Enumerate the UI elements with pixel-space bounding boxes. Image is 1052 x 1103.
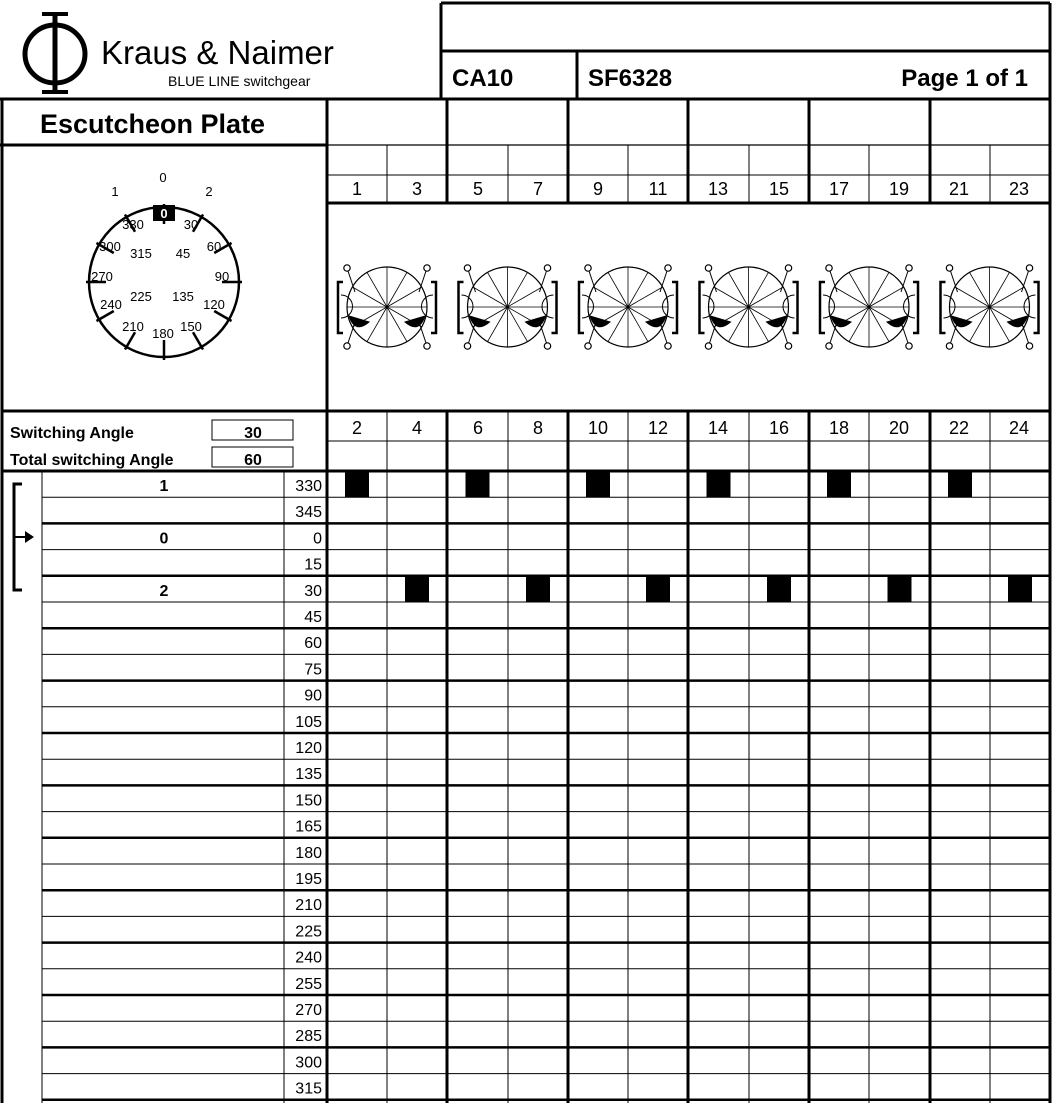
dial-angle: 300	[99, 239, 121, 254]
contact-closed-mark	[1008, 577, 1032, 602]
contact-symbol	[941, 265, 1039, 349]
contact-closed-mark	[646, 577, 670, 602]
escutcheon-title: Escutcheon Plate	[40, 109, 266, 139]
terminal-number: 19	[888, 179, 910, 199]
angle-cell: 120	[295, 740, 322, 757]
contact-wheel-spoke	[729, 307, 749, 342]
terminal-pin	[1026, 265, 1032, 271]
contact-closed-mark	[466, 472, 490, 497]
contact-wheel-spoke	[869, 287, 904, 307]
contact-bracket	[1034, 282, 1039, 333]
terminal-number: 4	[411, 418, 423, 438]
contact-symbol	[338, 265, 436, 349]
contact-bracket	[913, 282, 918, 333]
contact-wheel-spoke	[729, 272, 749, 307]
terminal-pin	[344, 265, 350, 271]
angle-cell: 105	[295, 713, 322, 731]
dial-angle: 90	[214, 269, 230, 284]
terminal-number: 3	[411, 179, 423, 199]
terminal-pin	[785, 343, 791, 349]
contact-wheel-spoke	[488, 307, 508, 342]
angle-cell: 90	[304, 687, 322, 705]
sheet-frame	[0, 3, 1050, 1103]
contact-wheel-spoke	[508, 272, 528, 307]
terminal-number: 14	[707, 418, 729, 438]
dial-angle: 135	[172, 289, 194, 304]
contact-wheel-spoke	[628, 287, 663, 307]
dial-position-1: 1	[111, 184, 119, 199]
dial-angle: 60	[206, 239, 222, 254]
terminal-number: 1	[351, 179, 363, 199]
contact-wheel-spoke	[749, 307, 769, 342]
terminal-number: 15	[768, 179, 790, 199]
dial-angle: 315	[130, 246, 152, 261]
contact-bracket	[672, 282, 677, 333]
contact-wheel-spoke	[990, 272, 1010, 307]
angle-cell: 315	[295, 1080, 322, 1098]
terminal-number: 2	[351, 418, 363, 438]
dial-angle: 180	[152, 326, 174, 341]
contact-wheel-spoke	[608, 272, 628, 307]
start-position-arrow-icon	[14, 531, 34, 543]
position-cell: 0	[159, 530, 169, 548]
terminal-pin	[705, 343, 711, 349]
terminal-pin	[705, 265, 711, 271]
terminal-pin	[1026, 343, 1032, 349]
page-indicator: Page 1 of 1	[901, 65, 1028, 92]
contact-closed-mark	[707, 472, 731, 497]
angle-cell: 300	[295, 1054, 322, 1072]
switching-angle-value: 30	[244, 425, 262, 442]
angle-cell: 0	[313, 530, 322, 548]
contact-closed-mark	[405, 577, 429, 602]
contact-wheel-spoke	[834, 287, 869, 307]
dial-tick	[125, 332, 135, 349]
dial-angle: 270	[91, 269, 113, 284]
contact-closed-mark	[948, 472, 972, 497]
terminal-number: 23	[1008, 179, 1030, 199]
contact-bracket	[431, 282, 436, 333]
dial-angle: 240	[100, 297, 122, 312]
contact-wheel-spoke	[352, 287, 387, 307]
contact-wheel-spoke	[367, 307, 387, 342]
terminal-numbers-bottom	[352, 418, 1029, 438]
angle-cell: 60	[304, 635, 322, 653]
contact-wheel-spoke	[970, 272, 990, 307]
dial-tick	[214, 311, 231, 321]
terminal-pin	[344, 343, 350, 349]
angle-cell: 270	[295, 1002, 322, 1019]
brand-logo	[25, 14, 334, 92]
contact-bracket	[793, 282, 798, 333]
position-cell: 1	[159, 478, 169, 495]
contact-closed-mark	[586, 472, 610, 497]
terminal-pin	[906, 265, 912, 271]
terminal-pin	[665, 265, 671, 271]
brand-tagline: BLUE LINE switchgear	[168, 73, 311, 89]
contact-wheel-spoke	[869, 272, 889, 307]
dial-position-2: 2	[205, 184, 213, 199]
dial-angle: 330	[122, 217, 144, 232]
contact-bracket	[941, 282, 946, 333]
terminal-pin	[424, 265, 430, 271]
angle-cell: 135	[295, 766, 322, 784]
terminal-number: 10	[587, 418, 609, 438]
contact-closed-mark	[526, 577, 550, 602]
contact-bracket	[459, 282, 464, 333]
contact-wheel-spoke	[593, 287, 628, 307]
position-cell: 2	[159, 582, 169, 600]
contact-wheel-spoke	[387, 272, 407, 307]
contact-symbol	[459, 265, 557, 349]
terminal-number: 11	[648, 179, 668, 199]
terminal-number: 8	[532, 418, 544, 438]
dial-angle: 210	[122, 319, 144, 334]
terminal-number: 12	[647, 418, 669, 438]
contact-bracket	[552, 282, 557, 333]
contact-bracket	[700, 282, 705, 333]
terminal-number: 24	[1008, 418, 1030, 438]
terminal-number: 20	[888, 418, 910, 438]
contact-bracket	[579, 282, 584, 333]
terminal-pin	[826, 265, 832, 271]
contact-symbols	[338, 265, 1039, 349]
angle-cell: 180	[295, 844, 322, 862]
terminal-pin	[906, 343, 912, 349]
terminal-pin	[585, 343, 591, 349]
terminal-pin	[826, 343, 832, 349]
dial-angle: 150	[180, 319, 202, 334]
contact-wheel-spoke	[955, 287, 990, 307]
contact-symbol	[820, 265, 918, 349]
contact-wheel-spoke	[508, 307, 528, 342]
contact-wheel-spoke	[473, 287, 508, 307]
escutcheon-dial	[86, 170, 242, 360]
terminal-number: 13	[707, 179, 729, 199]
angle-cell: 225	[295, 923, 322, 941]
contact-closed-mark	[827, 472, 851, 497]
dial-tick	[96, 311, 113, 321]
terminal-number: 22	[948, 418, 970, 438]
angle-cell: 45	[304, 609, 322, 626]
angle-cell: 75	[304, 661, 322, 679]
terminal-pin	[424, 343, 430, 349]
contact-wheel-spoke	[970, 307, 990, 342]
terminal-number: 16	[768, 418, 790, 438]
contact-closed-mark	[767, 577, 791, 602]
contact-wheel-spoke	[849, 307, 869, 342]
dial-position-0: 0	[159, 170, 167, 185]
dial-tick	[193, 332, 203, 349]
dial-angle: 30	[183, 217, 199, 232]
program-number: SF6328	[588, 65, 673, 92]
contact-wheel-spoke	[869, 307, 889, 342]
terminal-numbers-top	[352, 179, 1029, 199]
terminal-pin	[544, 343, 550, 349]
terminal-pin	[464, 343, 470, 349]
angle-cell: 285	[295, 1028, 322, 1046]
dial-angle: 120	[203, 297, 225, 312]
dial-position-0-active: 0	[160, 206, 168, 221]
contact-wheel-spoke	[608, 307, 628, 342]
dial-angle: 45	[175, 246, 191, 261]
contact-bracket	[820, 282, 825, 333]
total-switching-angle-value: 60	[244, 452, 262, 469]
contact-wheel-spoke	[508, 287, 543, 307]
terminal-number: 21	[948, 179, 970, 199]
contact-symbol	[579, 265, 677, 349]
terminal-number: 5	[472, 179, 484, 199]
terminal-pin	[544, 265, 550, 271]
angle-cell: 255	[295, 975, 322, 993]
terminal-number: 17	[828, 179, 850, 199]
switching-angle-label: Switching Angle	[10, 425, 134, 442]
terminal-pin	[665, 343, 671, 349]
angle-cell: 345	[295, 504, 322, 522]
angle-cell: 240	[295, 949, 322, 967]
contact-wheel-spoke	[714, 287, 749, 307]
brand-name: Kraus & Naimer	[101, 34, 334, 71]
terminal-pin	[946, 265, 952, 271]
angle-cell: 165	[295, 818, 322, 836]
angle-cell: 15	[304, 556, 322, 574]
total-switching-angle-label: Total switching Angle	[10, 452, 174, 469]
contact-wheel-spoke	[628, 272, 648, 307]
series-code: CA10	[452, 65, 514, 92]
dial-angle: 225	[130, 289, 152, 304]
phi-logo-icon	[25, 14, 85, 92]
terminal-number: 6	[472, 418, 484, 438]
contact-wheel-spoke	[628, 307, 648, 342]
contact-wheel-spoke	[990, 287, 1025, 307]
switching-table	[42, 472, 1050, 1100]
terminal-pin	[464, 265, 470, 271]
terminal-number: 18	[828, 418, 850, 438]
angle-cell: 150	[295, 792, 322, 810]
terminal-number: 7	[532, 179, 544, 199]
contact-wheel-spoke	[990, 307, 1010, 342]
angle-cell: 195	[295, 871, 322, 888]
contact-symbol	[700, 265, 798, 349]
contact-wheel-spoke	[749, 287, 784, 307]
contact-wheel-spoke	[488, 272, 508, 307]
angle-cell: 210	[295, 897, 322, 915]
contact-wheel-spoke	[849, 272, 869, 307]
terminal-number: 9	[592, 179, 604, 199]
terminal-pin	[785, 265, 791, 271]
contact-closed-mark	[888, 577, 912, 602]
angle-cell: 30	[304, 582, 322, 600]
terminal-pin	[585, 265, 591, 271]
contact-closed-mark	[345, 472, 369, 497]
contact-wheel-spoke	[387, 287, 422, 307]
terminal-pin	[946, 343, 952, 349]
contact-wheel-spoke	[387, 307, 407, 342]
contact-wheel-spoke	[749, 272, 769, 307]
contact-bracket	[338, 282, 343, 333]
contact-wheel-spoke	[367, 272, 387, 307]
angle-cell: 330	[295, 478, 322, 495]
